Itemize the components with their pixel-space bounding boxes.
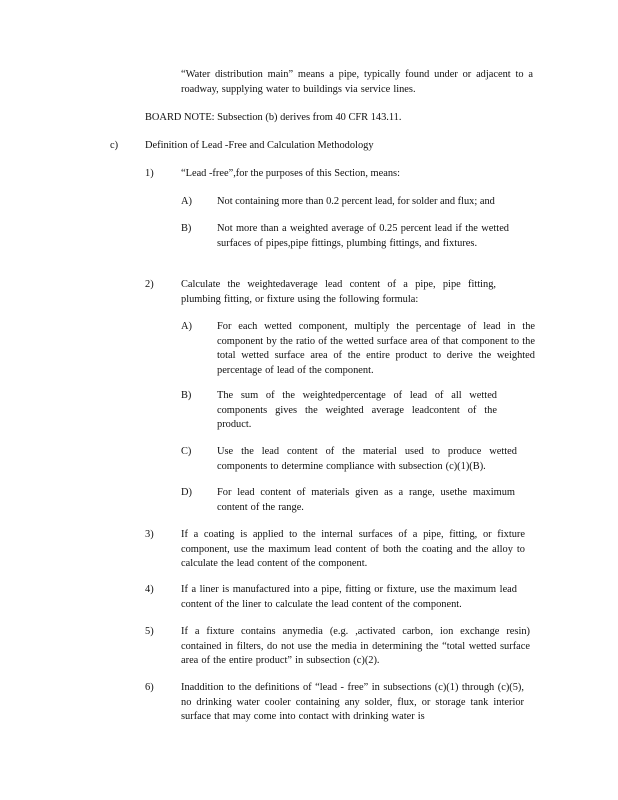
- item-1b-text: Not more than a weighted average of 0.25 percent lead if the wetted surfaces of pipes,pipe fittings, plumbing fittings, and fixtures.: [217, 223, 509, 249]
- item-6-label: 6): [145, 682, 154, 693]
- item-1-label: 1): [145, 168, 154, 179]
- item-1b-label: B): [181, 223, 192, 234]
- section-c-label: c): [110, 140, 119, 151]
- item-2b-text: The sum of the weightedpercentage of lead of all wetted components gives the weighted average leadcontent of the product.: [217, 390, 497, 430]
- item-4-text: If a liner is manufactured into a pipe, fitting or fixture, use the maximum lead content of the liner to calculate the lead content of the component.: [181, 584, 517, 610]
- item-2d-label: D): [181, 487, 192, 498]
- item-5-label: 5): [145, 626, 154, 637]
- item-5-text: If a fixture contains anymedia (e.g. ,activated carbon, ion exchange resin) contained in filters, do not use the media in determining the “total wetted surface area of the entire product” in subsection (c)(2).: [181, 626, 530, 666]
- item-1a-label: A): [181, 196, 192, 207]
- item-2d-text: For lead content of materials given as a range, usethe maximum content of the range.: [217, 487, 515, 513]
- item-6-text: Inaddition to the definitions of “lead - free” in subsections (c)(1) through (c)(5), no drinking water cooler containing any solder, flux, or storage tank interior surface that may come into contact with drinking water is: [181, 682, 524, 722]
- item-4-label: 4): [145, 584, 154, 595]
- item-1-text: “Lead -free”,for the purposes of this Section, means:: [181, 168, 400, 179]
- item-2a-text: For each wetted component, multiply the percentage of lead in the component by the ratio of the wetted surface area of that component to the total wetted surface area of the entire product to derive the weighted percentage of lead of the component.: [217, 321, 535, 376]
- definition-water-distribution-main: “Water distribution main” means a pipe, typically found under or adjacent to a roadway, supplying water to buildings via service lines.: [181, 69, 533, 95]
- item-3-label: 3): [145, 529, 154, 540]
- item-2-text: Calculate the weightedaverage lead content of a pipe, pipe fitting, plumbing fitting, or fixture using the following formula:: [181, 279, 496, 305]
- item-2c-label: C): [181, 446, 192, 457]
- item-1a-text: Not containing more than 0.2 percent lead, for solder and flux; and: [217, 196, 495, 207]
- item-2c-text: Use the lead content of the material used to produce wetted components to determine compliance with subsection (c)(1)(B).: [217, 446, 517, 472]
- item-3-text: If a coating is applied to the internal surfaces of a pipe, fitting, or fixture component, use the maximum lead content of both the coating and the alloy to calculate the lead content of the component.: [181, 529, 525, 569]
- item-2-label: 2): [145, 279, 154, 290]
- item-2b-label: B): [181, 390, 192, 401]
- section-c-title: Definition of Lead -Free and Calculation Methodology: [145, 140, 374, 151]
- item-2a-label: A): [181, 321, 192, 332]
- board-note: BOARD NOTE: Subsection (b) derives from 40 CFR 143.11.: [145, 112, 402, 123]
